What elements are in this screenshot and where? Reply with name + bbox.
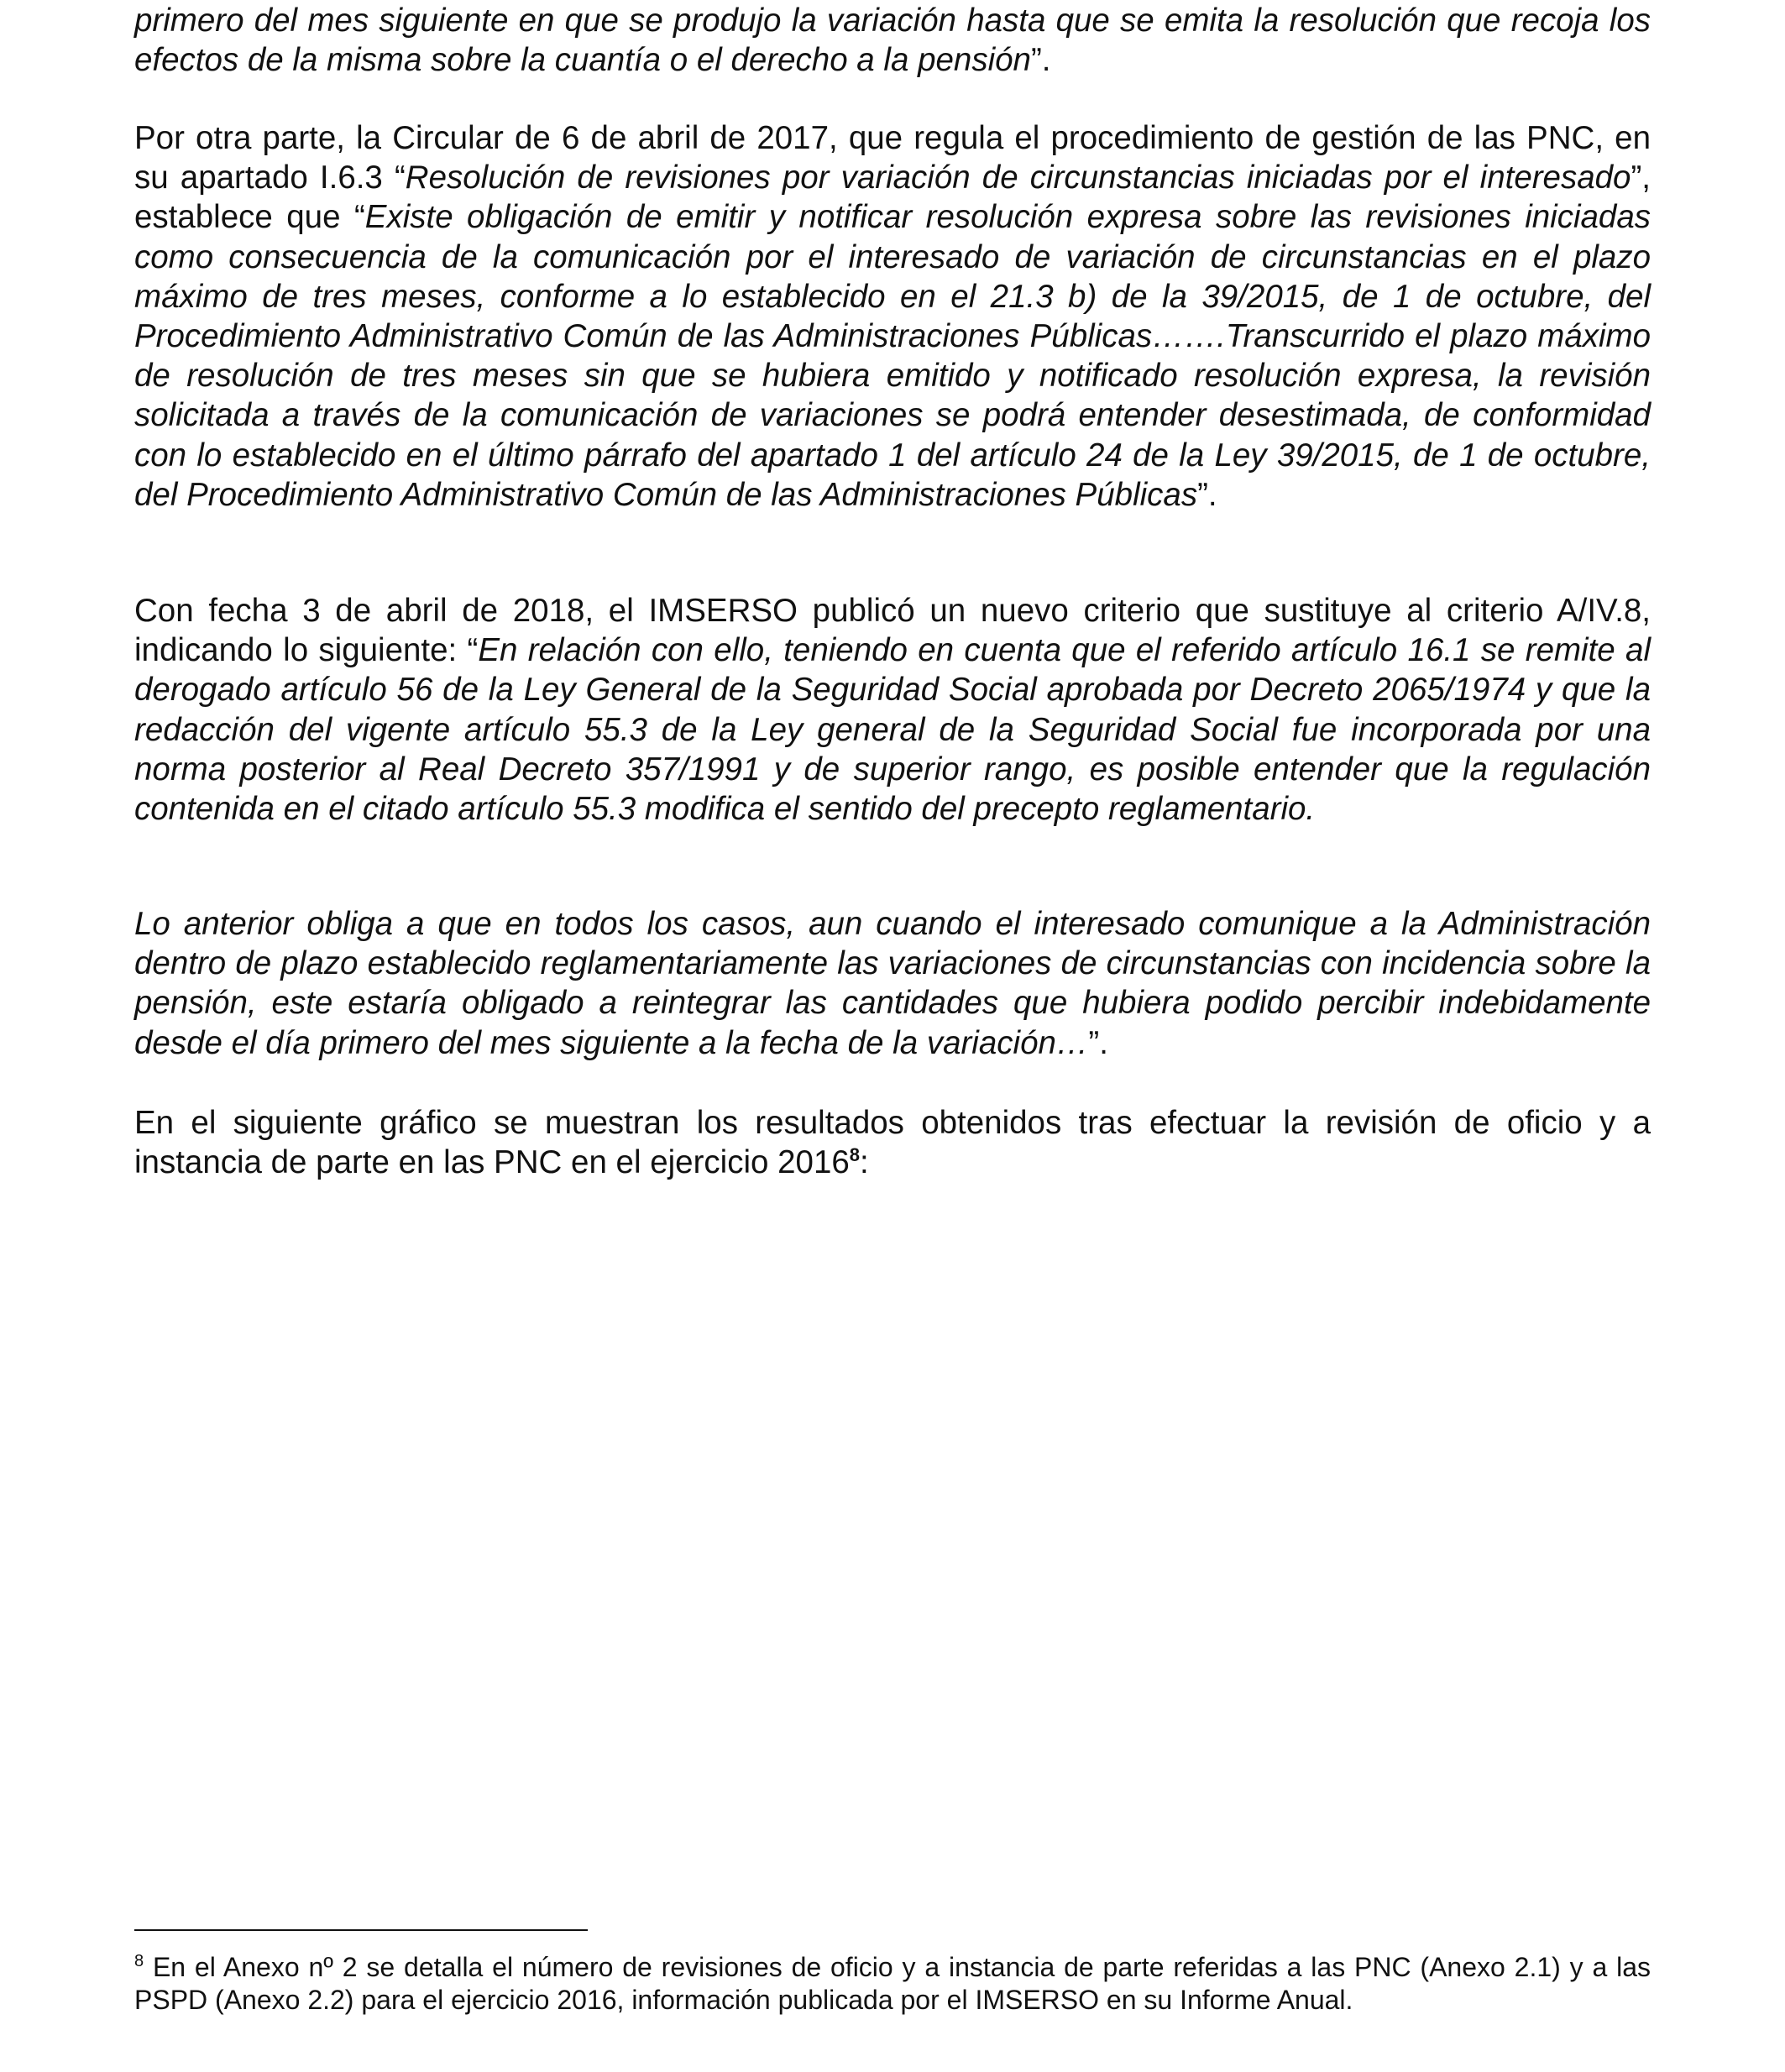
footnote (134, 1951, 1651, 2017)
quote-text: Lo anterior obliga a que en todos los casos, aun cuando el interesado comunique a la Administración dentro de plazo establecido reglamentariamente las variaciones de circunstancias con incidencia sobre la pensión, este estaría obligado a reintegrar las cantidades que hubiera podido percibir indebidamente desde el día primero del mes siguiente a la fecha de la variación… (134, 906, 1651, 1061)
plain-text: Con fecha 3 de abril de 2018, el IMSERSO publicó un nuevo criterio que sustituye al criterio A/IV.8, indicando lo siguiente: “ (134, 593, 1651, 669)
quote-close: ”. (1030, 42, 1051, 79)
footnote-text: En el Anexo nº 2 se detalla el número de revisiones de oficio y a instancia de parte referidas a las PNC (Anexo 2.1) y a las PSPD (Anexo 2.2) para el ejercicio 2016, información publicada por el IMSERSO en su Informe Anual. (134, 1952, 1651, 2015)
footnote-number: 8 (134, 1952, 144, 1970)
footnote-separator (134, 1929, 588, 1931)
footnote-reference[interactable]: 8 (849, 1144, 861, 1166)
plain-text: En el siguiente gráfico se muestran los resultados obtenidos tras efectuar la revisión de oficio y a instancia de parte en las PNC en el ejercicio 2016 (134, 1105, 1651, 1181)
quote-close: ”. (1197, 476, 1217, 513)
document-page (134, 0, 1651, 2072)
plain-text: Por otra parte, la Circular de 6 de abril de 2017, que regula el procedimiento de gestión de las PNC, en su apartado I.6.3 “ (134, 120, 1651, 196)
quote-text: primero del mes siguiente en que se produjo la variación hasta que se emita la resolución que recoja los efectos de la misma sobre la cuantía o el derecho a la pensión (134, 3, 1651, 79)
trailing-punctuation: : (860, 1144, 869, 1181)
paragraph-3 (134, 591, 1651, 829)
plain-text: ”, establece que “ (134, 160, 1651, 236)
paragraph-2 (134, 118, 1651, 515)
paragraph-5 (134, 1103, 1651, 1182)
quote-text: Existe obligación de emitir y notificar resolución expresa sobre las revisiones iniciadas como consecuencia de la comunicación por el interesado de variación de circunstancias en el plazo máximo de tres meses, conforme a lo establecido en el 21.3 b) de la 39/2015, de 1 de octubre, del Procedimiento Administrativo Común de las Administraciones Públicas…….Transcurrido el plazo máximo de resolución de tres meses sin que se hubiera emitido y notificado resolución expresa, la revisión solicitada a través de la comunicación de variaciones se podrá entender desestimada, de conformidad con lo establecido en el último párrafo del apartado 1 del artículo 24 de la Ley 39/2015, de 1 de octubre, del Procedimiento Administrativo Común de las Administraciones Públicas (134, 199, 1651, 513)
quote-text: Resolución de revisiones por variación de circunstancias iniciadas por el interesado (405, 160, 1631, 196)
paragraph-4 (134, 904, 1651, 1063)
quote-text: En relación con ello, teniendo en cuenta que el referido artículo 16.1 se remite al derogado artículo 56 de la Ley General de la Seguridad Social aprobada por Decreto 2065/1974 y que la redacción del vigente artículo 55.3 de la Ley general de la Seguridad Social fue incorporada por una norma posterior al Real Decreto 357/1991 y de superior rango, es posible entender que la regulación contenida en el citado artículo 55.3 modifica el sentido del precepto reglamentario. (134, 632, 1651, 828)
paragraph-1 (134, 1, 1651, 80)
quote-close: ”. (1088, 1024, 1108, 1061)
